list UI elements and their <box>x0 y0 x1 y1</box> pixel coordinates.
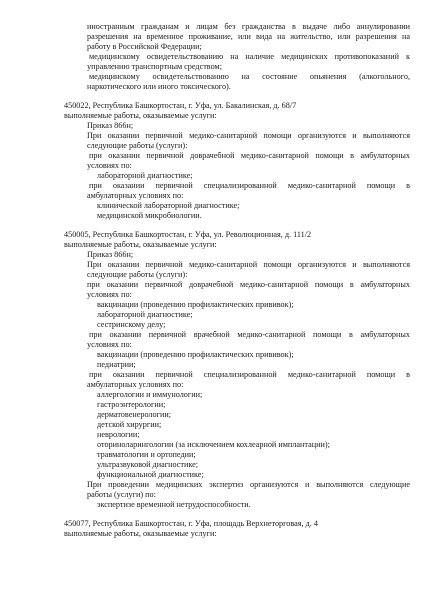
text-line: Приказ 866н; <box>87 250 134 259</box>
text-line: работу в Российской Федерации; <box>87 42 202 51</box>
text-line: педиатрии; <box>97 360 136 369</box>
text-line: при оказании первичной специализированной медико-санитарной помощи в <box>89 181 410 190</box>
text-line: травматологии и ортопедии; <box>97 450 196 459</box>
text-line: При оказании первичной медико-санитарной помощи организуются и выполняются <box>87 131 410 140</box>
text-line: при оказании первичной доврачебной медико-санитарной помощи в амбулаторных <box>89 151 410 160</box>
text-line: оториноларингологии (за исключением кохлеарной имплантации); <box>97 440 330 449</box>
text-line: условиях по: <box>87 290 132 299</box>
text-line: 450022, Республика Башкортостан, г. Уфа, ул. Бакалинская, д. 68/7 <box>64 101 297 110</box>
text-line: следующие работы (услуги): <box>87 141 188 150</box>
text-line: сестринскому делу; <box>97 320 166 329</box>
text-line: медицинской микробиологии. <box>97 211 202 220</box>
text-line: ультразвуковой диагностике; <box>97 460 199 469</box>
text-line: условиях по: <box>87 161 132 170</box>
text-line: медицинскому освидетельствованию на наличие медицинских противопоказаний к <box>89 52 410 61</box>
text-line: аллергологии и иммунологии; <box>97 390 203 399</box>
text-line: клинической лабораторной диагностике; <box>97 201 240 210</box>
text-line: лабораторной диагностике; <box>97 171 193 180</box>
text-line: 450005, Республика Башкортостан, г. Уфа, ул. Революционная, д. 111/2 <box>64 230 312 239</box>
text-line: медицинскому освидетельствованию на состояние опьянения (алкогольного, <box>89 72 410 81</box>
text-line: следующие работы (услуги): <box>87 270 188 279</box>
text-line: выполняемые работы, оказываемые услуги: <box>64 240 217 249</box>
text-line: при оказании первичной врачебной медико-санитарной помощи в амбулаторных <box>89 330 410 339</box>
text-line: амбулаторных условиях по: <box>87 191 184 200</box>
text-line: экспертизе временной нетрудоспособности. <box>97 500 251 509</box>
text-line: иностранным гражданам и лицам без гражданства в выдаче либо аннулировании <box>87 22 410 31</box>
text-line: условиях по: <box>87 340 132 349</box>
text-line: выполняемые работы, оказываемые услуги: <box>64 111 217 120</box>
text-line: детской хирургии; <box>97 420 162 429</box>
text-line: гастроэнтерологии; <box>97 400 166 409</box>
text-line: работы (услуги) по: <box>87 490 156 499</box>
text-line: при оказании первичной доврачебной медико-санитарной помощи в амбулаторных <box>87 280 410 289</box>
text-line: лабораторной диагностике; <box>97 310 193 319</box>
text-line: вакцинации (проведению профилактических прививок); <box>97 350 294 359</box>
text-line: управлению транспортным средством; <box>87 62 223 71</box>
text-line: 450077, Республика Башкортостан, г. Уфа, площадь Верхнеторговая, д. 4 <box>64 519 318 528</box>
text-line: При проведении медицинских экспертиз организуются и выполняются следующие <box>87 480 410 489</box>
text-line: неврологии; <box>97 430 140 439</box>
text-line: функциональной диагностике; <box>97 470 204 479</box>
text-line: наркотического или иного токсического). <box>87 82 231 91</box>
text-line: амбулаторных условиях по: <box>87 380 184 389</box>
text-line: вакцинации (проведению профилактических прививок); <box>97 300 294 309</box>
text-line: Приказ 866н; <box>87 121 134 130</box>
text-line: при оказании первичной специализированной медико-санитарной помощи в <box>89 370 410 379</box>
text-line: выполняемые работы, оказываемые услуги: <box>64 529 217 538</box>
text-line: При оказании первичной медико-санитарной помощи организуются и выполняются <box>87 260 410 269</box>
text-line: разрешения на временное проживание, или вида на жительство, или разрешения на <box>87 32 410 41</box>
text-line: дерматовенерологии; <box>97 410 172 419</box>
